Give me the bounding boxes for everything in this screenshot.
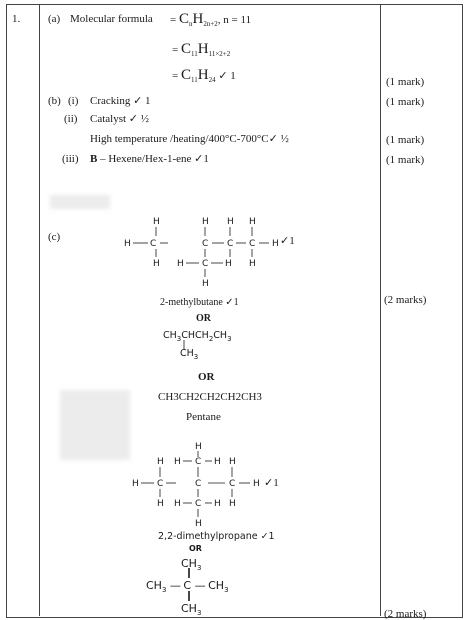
svg-text:C: C [157,479,164,489]
part-b-i-text: Cracking ✓ 1 [90,95,151,107]
svg-text:H: H [177,259,184,269]
svg-text:C: C [195,499,202,509]
svg-text:H: H [225,259,232,269]
part-b-iii-text: B – Hexene/Hex-1-ene ✓1 [90,153,209,165]
part-a-label: (a) [48,13,61,25]
question-number: 1. [12,13,21,25]
part-b-i-mark: (1 mark) [386,96,425,108]
tick-2: ✓1 [264,477,279,489]
part-a-eq3: = $C_{11}H_{24}$ ✓ 1 [172,67,236,85]
svg-text:H: H [214,457,221,467]
svg-text:H: H [153,217,160,227]
branch-methyl: $CH_3$ [180,348,199,361]
svg-text:H: H [272,239,279,249]
bond-top [186,568,192,578]
svg-text:C: C [195,457,202,467]
svg-text:H: H [229,499,236,509]
svg-text:C: C [195,479,202,489]
svg-text:C: C [229,479,236,489]
part-a-eq2: = $C_{11}H_{11\times 2+2}$ [172,41,231,59]
part-b-ii-detail: High temperature /heating/400°C-700°C✓ ½ [90,133,289,145]
svg-text:H: H [249,217,256,227]
svg-text:H: H [174,499,181,509]
svg-text:C: C [249,239,256,249]
tick-1: ✓1 [280,235,295,247]
svg-text:C: C [150,239,157,249]
part-a-mark: (1 mark) [386,76,425,88]
svg-text:H: H [132,479,139,489]
svg-text:H: H [227,217,234,227]
svg-text:H: H [229,457,236,467]
svg-text:H: H [174,457,181,467]
svg-text:H: H [157,457,164,467]
part-b-ii-label: (ii) [64,113,78,125]
bond-bottom [186,591,192,601]
svg-text:C: C [202,259,209,269]
svg-text:H: H [202,279,209,289]
svg-text:C: C [227,239,234,249]
part-a-eq1: = $C_nH_{2n+2}$, n = 11 [170,11,252,29]
part-c-mark-2: (2 marks) [384,608,427,620]
part-b-label: (b) [48,95,61,107]
or-3: OR [189,544,202,553]
part-b-ii-mark: (1 mark) [386,134,425,146]
svg-text:H: H [253,479,260,489]
part-b-iii-label: (iii) [62,153,79,165]
part-b-i-label: (i) [68,95,79,107]
column-divider-left [39,4,40,616]
svg-text:H: H [153,259,160,269]
or-1: OR [196,313,211,324]
svg-text:H: H [157,499,164,509]
svg-text:H: H [124,239,131,249]
bottom-methyl: $CH_3$ [181,602,202,618]
name-methylbutane: 2-methylbutane ✓1 [160,297,239,308]
svg-text:H: H [214,499,221,509]
scan-smudge [50,195,110,209]
name-dimethylpropane: 2,2-dimethylpropane ✓1 [158,531,275,542]
part-b-ii-text: Catalyst ✓ ½ [90,113,150,125]
top-methyl: $CH_3$ [181,557,202,573]
column-divider-right [380,4,381,616]
svg-text:C: C [202,239,209,249]
part-c-mark-1: (2 marks) [384,294,427,306]
central-carbon-row: $CH_3$ — C — $CH_3$ [146,579,229,595]
part-b-iii-mark: (1 mark) [386,154,425,166]
svg-text:H: H [202,217,209,227]
condensed-methylbutane: $CH_3CHCH_2CH_3$ [163,330,232,343]
scan-smudge [60,390,130,460]
svg-text:H: H [195,519,202,529]
part-a-text: Molecular formula [70,13,153,25]
or-2: OR [198,371,215,383]
methylbutane-structure [120,214,310,306]
svg-text:H: H [195,442,202,452]
condensed-pentane: CH3CH2CH2CH2CH3 [158,391,262,403]
name-pentane: Pentane [186,411,221,423]
part-c-label: (c) [48,231,61,243]
svg-text:H: H [249,259,256,269]
